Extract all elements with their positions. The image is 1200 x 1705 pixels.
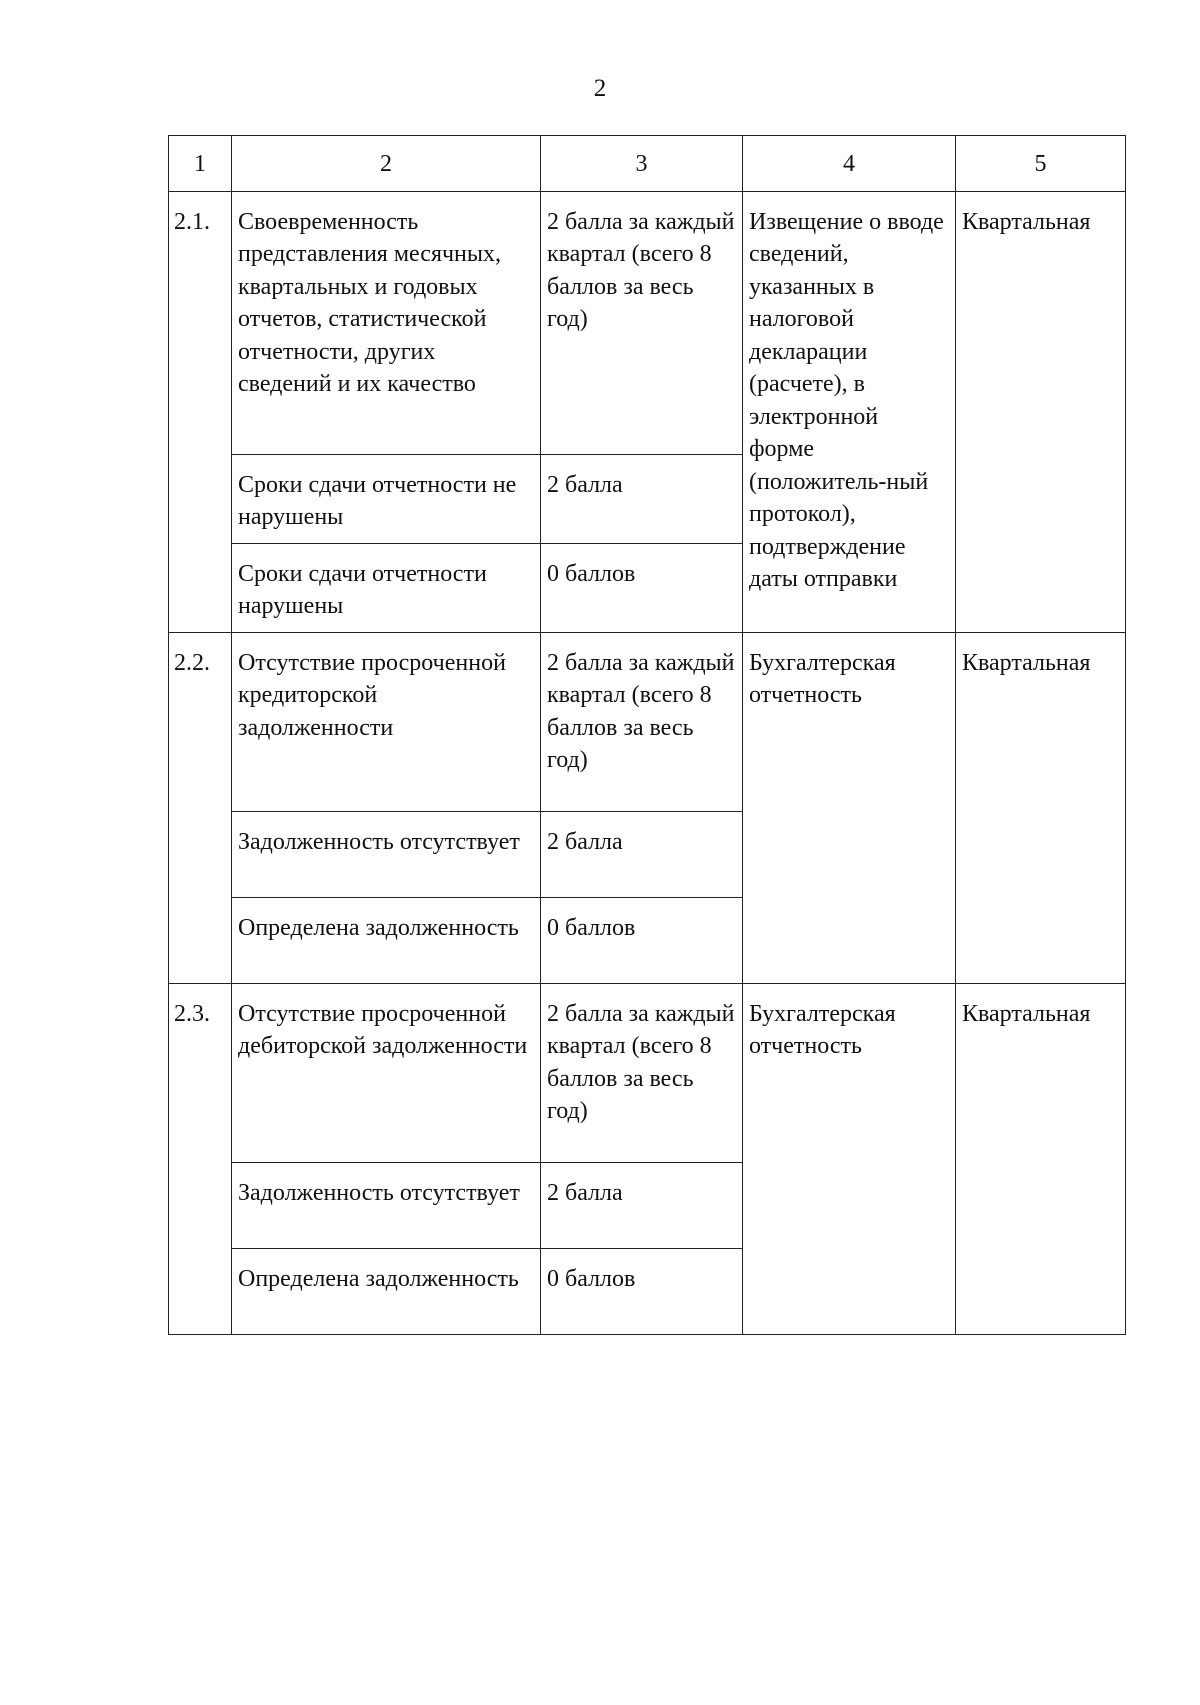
criterion-score: 2 балла за каждый квартал (всего 8 баллов за весь год): [541, 191, 743, 454]
criterion-period: Квартальная: [956, 632, 1126, 983]
table-row: [169, 191, 1126, 454]
sub-criterion-text: Сроки сдачи отчетности не нарушены: [232, 454, 541, 543]
header-cell-1: 1: [169, 136, 232, 192]
table-header-row: [169, 136, 1126, 192]
criterion-source: Бухгалтерская отчетность: [743, 983, 956, 1334]
criterion-number: 2.2.: [169, 632, 232, 983]
criterion-text: Своевременность представления месячных, квартальных и годовых отчетов, статистической отчетности, других сведений и их качество: [232, 191, 541, 454]
sub-criterion-score: 2 балла: [541, 454, 743, 543]
criterion-number: 2.1.: [169, 191, 232, 632]
page-number: 2: [593, 75, 607, 102]
criterion-text: Отсутствие просроченной кредиторской задолженности: [232, 632, 541, 811]
criterion-score: 2 балла за каждый квартал (всего 8 баллов за весь год): [541, 632, 743, 811]
header-cell-4: 4: [743, 136, 956, 192]
criteria-table: [168, 135, 1126, 1335]
criterion-period: Квартальная: [956, 983, 1126, 1334]
table-row: [169, 632, 1126, 811]
criterion-period: Квартальная: [956, 191, 1126, 632]
sub-criterion-text: Определена задолженность: [232, 897, 541, 983]
header-cell-2: 2: [232, 136, 541, 192]
sub-criterion-score: 0 баллов: [541, 543, 743, 632]
table-row: [169, 983, 1126, 1162]
criterion-text: Отсутствие просроченной дебиторской задолженности: [232, 983, 541, 1162]
criterion-score: 2 балла за каждый квартал (всего 8 баллов за весь год): [541, 983, 743, 1162]
sub-criterion-score: 2 балла: [541, 811, 743, 897]
header-cell-3: 3: [541, 136, 743, 192]
sub-criterion-text: Определена задолженность: [232, 1248, 541, 1334]
sub-criterion-text: Задолженность отсутствует: [232, 1162, 541, 1248]
criterion-source: Извещение о вводе сведений, указанных в налоговой декларации (расчете), в электронной форме (положитель-ный протокол), подтверждение даты отправки: [743, 191, 956, 632]
criterion-source: Бухгалтерская отчетность: [743, 632, 956, 983]
sub-criterion-score: 2 балла: [541, 1162, 743, 1248]
sub-criterion-text: Сроки сдачи отчетности нарушены: [232, 543, 541, 632]
sub-criterion-score: 0 баллов: [541, 897, 743, 983]
sub-criterion-score: 0 баллов: [541, 1248, 743, 1334]
sub-criterion-text: Задолженность отсутствует: [232, 811, 541, 897]
header-cell-5: 5: [956, 136, 1126, 192]
criterion-number: 2.3.: [169, 983, 232, 1334]
